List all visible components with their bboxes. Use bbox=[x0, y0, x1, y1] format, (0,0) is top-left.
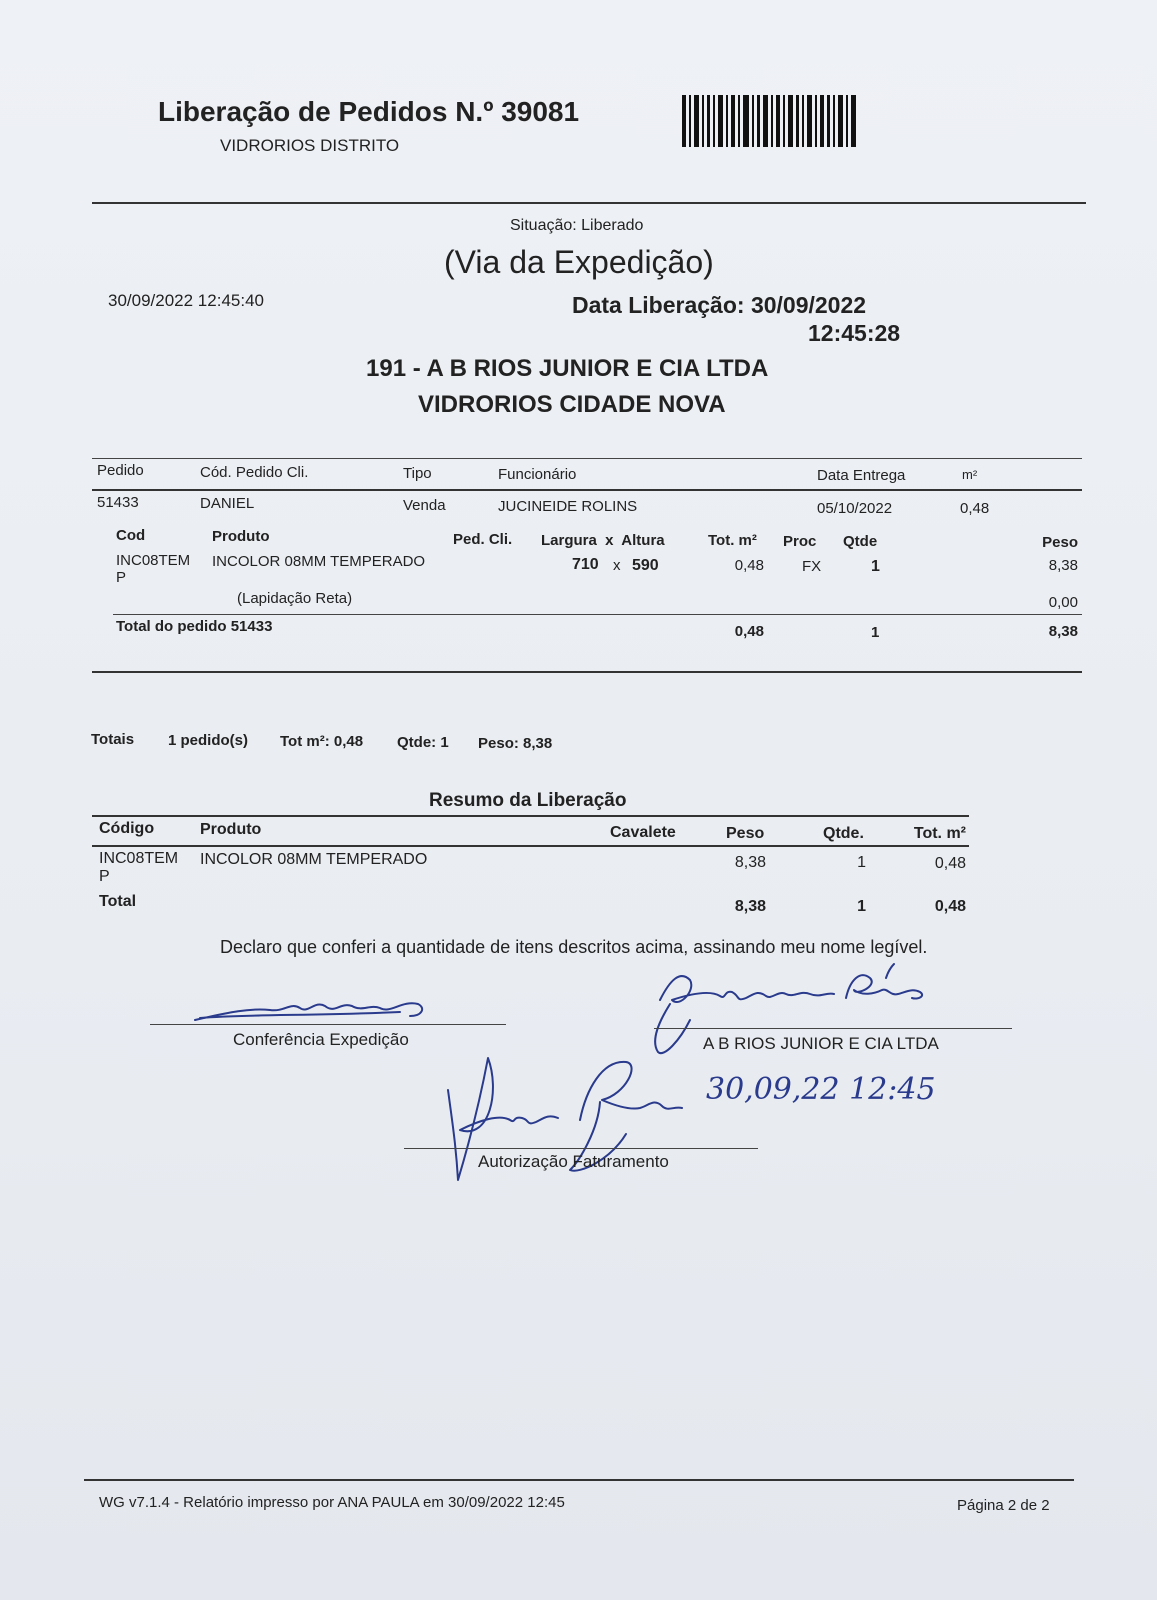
resumo-col-peso: Peso bbox=[726, 825, 765, 842]
item-col-peso: Peso bbox=[1042, 534, 1078, 551]
totals-pedidos: 1 pedido(s) bbox=[168, 732, 249, 749]
item-qtde: 1 bbox=[871, 558, 880, 575]
item-cod bbox=[116, 552, 190, 586]
totals-tot-m2: Tot m²: 0,48 bbox=[280, 733, 364, 750]
declaration-text: Declaro que conferi a quantidade de itens descritos acima, assinando meu nome legível. bbox=[220, 937, 928, 957]
item-col-cod: Cod bbox=[116, 527, 146, 544]
item-cod-line2: P bbox=[116, 569, 127, 586]
item-col-tot-m2: Tot. m² bbox=[708, 532, 757, 549]
col-m2: m² bbox=[962, 467, 978, 482]
order-table-bottom-border bbox=[92, 671, 1082, 673]
col-funcionario: Funcionário bbox=[498, 466, 577, 483]
document-title: Liberação de Pedidos N.º 39081 bbox=[158, 96, 580, 127]
resumo-produto: INCOLOR 08MM TEMPERADO bbox=[200, 851, 428, 868]
resumo-col-cavalete: Cavalete bbox=[610, 824, 676, 841]
client-store: VIDRORIOS CIDADE NOVA bbox=[418, 391, 726, 418]
resumo-codigo-line2: P bbox=[99, 868, 110, 885]
item-col-produto: Produto bbox=[212, 528, 270, 545]
conferencia-signature bbox=[190, 990, 440, 1026]
totals-label: Totais bbox=[91, 731, 135, 748]
item-altura: 590 bbox=[632, 557, 659, 574]
row-funcionario: JUCINEIDE ROLINS bbox=[498, 498, 638, 515]
via-label: (Via da Expedição) bbox=[444, 244, 714, 280]
autorizacao-line bbox=[404, 1148, 758, 1149]
order-total-qtde: 1 bbox=[871, 624, 880, 641]
order-total-tot-m2: 0,48 bbox=[734, 623, 764, 640]
barcode-icon bbox=[682, 95, 857, 147]
conferencia-line bbox=[150, 1024, 506, 1025]
order-total-label: Total do pedido 51433 bbox=[116, 618, 273, 635]
resumo-col-qtde: Qtde. bbox=[823, 825, 864, 842]
resumo-title: Resumo da Liberação bbox=[429, 790, 627, 811]
resumo-total-peso: 8,38 bbox=[734, 898, 766, 915]
footer-left: WG v7.1.4 - Relatório impresso por ANA PAULA em 30/09/2022 12:45 bbox=[99, 1494, 565, 1511]
totals-peso: Peso: 8,38 bbox=[478, 735, 553, 752]
resumo-col-tot-m2: Tot. m² bbox=[913, 825, 966, 842]
company-name: VIDRORIOS DISTRITO bbox=[220, 136, 400, 155]
totals-qtde: Qtde: 1 bbox=[397, 734, 449, 751]
client-signature-label: A B RIOS JUNIOR E CIA LTDA bbox=[703, 1034, 939, 1053]
order-total-peso: 8,38 bbox=[1048, 623, 1078, 640]
resumo-total-tot-m2: 0,48 bbox=[934, 898, 966, 915]
client-line bbox=[654, 1028, 1012, 1029]
conferencia-label: Conferência Expedição bbox=[233, 1030, 409, 1049]
item-col-ped-cli: Ped. Cli. bbox=[453, 531, 513, 548]
col-cod-pedido-cli: Cód. Pedido Cli. bbox=[200, 464, 309, 481]
header-divider bbox=[92, 202, 1086, 204]
resumo-top-border bbox=[92, 815, 969, 817]
data-liberacao: Data Liberação: 30/09/2022 bbox=[572, 292, 867, 318]
resumo-col-codigo: Código bbox=[99, 820, 155, 837]
row-cod-pedido-cli: DANIEL bbox=[200, 495, 255, 512]
item-tot-m2: 0,48 bbox=[734, 557, 764, 574]
footer-divider bbox=[84, 1479, 1074, 1481]
item-peso: 8,38 bbox=[1048, 557, 1078, 574]
sub-item-label: (Lapidação Reta) bbox=[237, 590, 353, 607]
resumo-codigo bbox=[99, 850, 178, 886]
order-table-top-border bbox=[92, 458, 1082, 459]
autorizacao-label: Autorização Faturamento bbox=[478, 1152, 669, 1171]
item-col-qtde: Qtde bbox=[843, 533, 878, 550]
resumo-header-border bbox=[92, 845, 969, 847]
data-liberacao-time: 12:45:28 bbox=[808, 320, 901, 346]
item-largura: 710 bbox=[572, 556, 599, 573]
col-pedido: Pedido bbox=[97, 462, 144, 479]
col-data-entrega: Data Entrega bbox=[817, 467, 906, 484]
item-total-border bbox=[113, 614, 1082, 615]
resumo-peso: 8,38 bbox=[734, 854, 766, 871]
resumo-total-label: Total bbox=[99, 893, 137, 910]
resumo-qtde: 1 bbox=[857, 854, 866, 871]
row-m2: 0,48 bbox=[960, 500, 990, 517]
resumo-codigo-line1: INC08TEM bbox=[99, 850, 179, 867]
sub-item-peso: 0,00 bbox=[1048, 594, 1078, 611]
item-proc: FX bbox=[802, 558, 822, 575]
item-col-largura-altura: Largura x Altura bbox=[541, 532, 665, 549]
item-produto: INCOLOR 08MM TEMPERADO bbox=[212, 553, 426, 570]
row-tipo: Venda bbox=[403, 497, 446, 514]
resumo-tot-m2: 0,48 bbox=[934, 855, 966, 872]
item-cod-line1: INC08TEM bbox=[116, 552, 191, 569]
item-x: x bbox=[613, 557, 621, 574]
resumo-col-produto: Produto bbox=[200, 821, 262, 838]
handwritten-date: 30,09,22 12:45 bbox=[706, 1072, 936, 1107]
order-header-border bbox=[92, 489, 1082, 491]
resumo-total-qtde: 1 bbox=[857, 898, 866, 915]
item-col-proc: Proc bbox=[783, 533, 817, 550]
printed-datetime: 30/09/2022 12:45:40 bbox=[108, 291, 264, 310]
client-name: 191 - A B RIOS JUNIOR E CIA LTDA bbox=[366, 355, 769, 382]
footer-page-number: Página 2 de 2 bbox=[957, 1497, 1050, 1514]
row-data-entrega: 05/10/2022 bbox=[817, 500, 893, 517]
situacao-label: Situação: Liberado bbox=[510, 217, 644, 234]
col-tipo: Tipo bbox=[403, 465, 432, 482]
row-pedido: 51433 bbox=[97, 494, 139, 511]
